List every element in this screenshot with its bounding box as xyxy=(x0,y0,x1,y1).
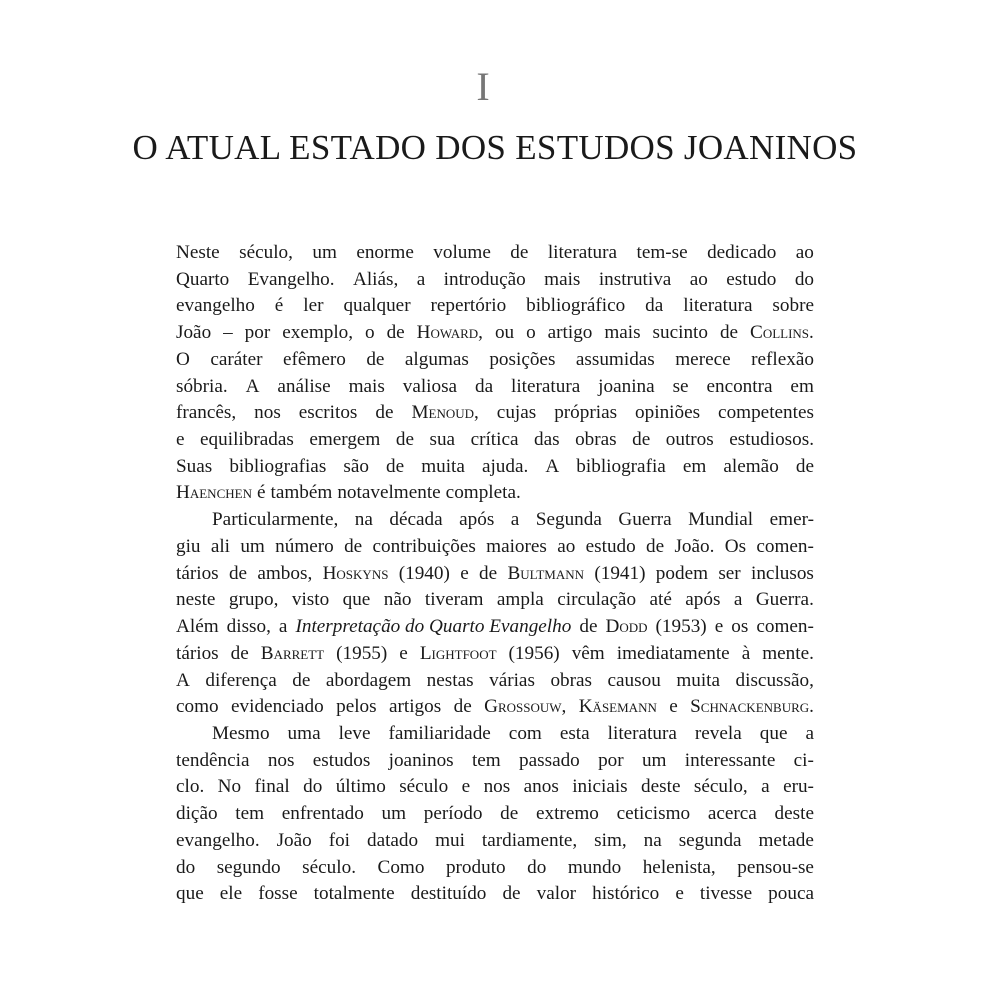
word: causou xyxy=(607,669,661,691)
word: instrutiva xyxy=(598,268,672,290)
word: e xyxy=(675,883,684,905)
word: tardiamente, xyxy=(481,829,578,851)
word: (1956) xyxy=(508,642,560,664)
word: sóbria. xyxy=(176,375,228,397)
word: em xyxy=(790,375,814,397)
word: muita xyxy=(421,455,465,477)
text-line xyxy=(176,240,814,267)
word: século xyxy=(399,776,449,798)
paragraph xyxy=(176,721,814,908)
word: último xyxy=(335,776,386,798)
word: próprias xyxy=(554,402,618,424)
text-line xyxy=(176,694,814,721)
word: emer- xyxy=(769,509,814,531)
word: Evangelho. xyxy=(247,268,335,290)
word: pensou-se xyxy=(737,856,814,878)
word: extremo xyxy=(535,803,599,825)
word: joaninos xyxy=(388,749,454,771)
word: Hoskyns xyxy=(322,562,389,584)
word: de xyxy=(479,562,498,584)
word: das xyxy=(534,429,560,451)
word: totalmente xyxy=(313,883,395,905)
word: do xyxy=(794,268,814,290)
word: os xyxy=(731,616,749,638)
word: final xyxy=(254,776,290,798)
word: obras xyxy=(550,669,592,691)
word: a xyxy=(278,616,288,638)
word: vêm xyxy=(571,642,605,664)
word: escritos xyxy=(298,402,358,424)
word: João xyxy=(276,829,312,851)
word: anos xyxy=(523,776,559,798)
word: de xyxy=(579,616,598,638)
word: a xyxy=(733,589,743,611)
word: pouca xyxy=(768,883,814,905)
word: e xyxy=(176,429,185,451)
word: ao xyxy=(689,268,708,290)
word: literatura xyxy=(607,722,677,744)
word: revela xyxy=(694,722,742,744)
text-line xyxy=(176,347,814,374)
word: volume xyxy=(433,242,491,263)
word: diferença xyxy=(205,669,277,691)
word: Particularmente, xyxy=(212,509,339,531)
text-line xyxy=(176,881,814,908)
word: ao xyxy=(795,242,814,263)
word: maiores xyxy=(486,535,547,557)
word: mundo xyxy=(567,856,622,878)
word: dedicado xyxy=(707,242,777,263)
word: um xyxy=(381,803,407,825)
text-line xyxy=(176,480,814,507)
word: outros xyxy=(665,429,714,451)
word: na xyxy=(354,509,373,531)
word: giu xyxy=(176,535,201,557)
word: ajuda. xyxy=(481,455,529,477)
word: Neste xyxy=(176,242,220,263)
word: bibliográfico xyxy=(526,295,626,317)
word: várias xyxy=(489,669,535,691)
text-line xyxy=(176,828,814,855)
word: Bultmann xyxy=(507,562,585,584)
word: de xyxy=(386,455,405,477)
text-line xyxy=(176,587,814,614)
word: Collins. xyxy=(750,322,814,344)
word: tem-se xyxy=(636,242,688,263)
word: Grossouw, xyxy=(484,696,567,718)
word: dição xyxy=(176,803,218,825)
text-line xyxy=(176,427,814,454)
text-line xyxy=(176,507,814,534)
word: ser xyxy=(718,562,741,584)
word: com xyxy=(508,722,542,744)
word: ou xyxy=(494,322,515,344)
word: evidenciado xyxy=(231,696,324,718)
word: Interpretação do Quarto Evangelho xyxy=(295,616,572,638)
word: metade xyxy=(758,829,814,851)
word: obras xyxy=(575,429,617,451)
word: tem xyxy=(471,749,501,771)
word: ele xyxy=(219,883,243,905)
word: tendência xyxy=(176,749,250,771)
word: Mesmo xyxy=(212,722,270,744)
word: por xyxy=(244,322,271,344)
word: Segunda xyxy=(535,509,602,531)
word: artigo xyxy=(547,322,593,344)
word: evangelho. xyxy=(176,829,260,851)
word: do xyxy=(527,856,547,878)
word: comen- xyxy=(756,616,814,638)
word: circulação xyxy=(557,589,637,611)
word: do xyxy=(176,856,196,878)
text-line xyxy=(176,668,814,695)
text-line xyxy=(176,267,814,294)
word: também xyxy=(270,482,333,504)
word: valor xyxy=(536,883,577,905)
word: fosse xyxy=(258,883,298,905)
word: Guerra. xyxy=(755,589,814,611)
word: de xyxy=(344,535,363,557)
word: ceticismo xyxy=(616,803,691,825)
word: sua xyxy=(429,429,456,451)
word: inclusos xyxy=(751,562,814,584)
word: a xyxy=(510,509,520,531)
paragraph xyxy=(176,507,814,721)
text-line xyxy=(176,641,814,668)
word: muita xyxy=(676,669,721,691)
word: reflexão xyxy=(751,348,814,370)
word: o xyxy=(526,322,536,344)
word: literatura xyxy=(547,242,618,263)
word: de xyxy=(795,455,814,477)
word: Howard, xyxy=(416,322,483,344)
word: e xyxy=(669,696,678,718)
word: que xyxy=(759,722,788,744)
word: de xyxy=(228,562,248,584)
word: de xyxy=(292,669,311,691)
word: No xyxy=(217,776,242,798)
text-line xyxy=(176,721,814,748)
word: familiaridade xyxy=(388,722,491,744)
word: sim, xyxy=(594,829,627,851)
word: de xyxy=(632,429,651,451)
word: qualquer xyxy=(343,295,411,317)
word: tiveram xyxy=(424,589,484,611)
word: como xyxy=(176,696,219,718)
word: século, xyxy=(239,242,293,263)
word: bibliografias xyxy=(229,455,327,477)
word: João. xyxy=(674,535,715,557)
word: evangelho xyxy=(176,295,255,317)
text-line xyxy=(176,534,814,561)
word: notavelmente xyxy=(337,482,441,504)
word: e xyxy=(461,776,471,798)
word: um xyxy=(312,242,337,263)
word: Lightfoot xyxy=(419,642,497,664)
word: que xyxy=(176,883,204,905)
word: bibliografia xyxy=(576,455,666,477)
word: não xyxy=(383,589,412,611)
text-line xyxy=(176,748,814,775)
word: até xyxy=(649,589,672,611)
word: da xyxy=(645,295,664,317)
word: são xyxy=(343,455,369,477)
word: de xyxy=(386,322,405,344)
word: A xyxy=(176,669,190,691)
word: crítica xyxy=(470,429,519,451)
word: século. xyxy=(302,856,356,878)
word: Schnackenburg. xyxy=(690,696,814,718)
word: deste xyxy=(641,776,681,798)
word: esta xyxy=(559,722,590,744)
word: literatura xyxy=(511,375,581,397)
word: de xyxy=(500,803,519,825)
body-text xyxy=(176,240,814,908)
word: de xyxy=(366,348,385,370)
word: cujas xyxy=(496,402,537,424)
word: a xyxy=(805,722,814,744)
word: de xyxy=(395,429,414,451)
word: joanina xyxy=(598,375,655,397)
word: mui xyxy=(435,829,465,851)
text-line xyxy=(176,855,814,882)
word: e xyxy=(714,616,724,638)
word: estudos xyxy=(312,749,371,771)
word: nos xyxy=(483,776,511,798)
word: e xyxy=(460,562,469,584)
word: mais xyxy=(544,268,581,290)
word: mais xyxy=(348,375,385,397)
word: literatura xyxy=(683,295,753,317)
word: o xyxy=(365,322,375,344)
word: ali xyxy=(210,535,231,557)
word: nestas xyxy=(426,669,474,691)
paragraph xyxy=(176,240,814,507)
word: tivesse xyxy=(699,883,753,905)
word: sucinto xyxy=(652,322,708,344)
word: nos xyxy=(254,402,281,424)
word: estudo xyxy=(726,268,777,290)
word: opiniões xyxy=(635,402,701,424)
word: clo. xyxy=(176,776,205,798)
text-line xyxy=(176,774,814,801)
word: interessante xyxy=(684,749,776,771)
word: Dodd xyxy=(605,616,648,638)
word: O xyxy=(176,348,190,370)
word: passado xyxy=(519,749,580,771)
word: década xyxy=(389,509,443,531)
word: que xyxy=(342,589,371,611)
word: se xyxy=(672,375,689,397)
word: A xyxy=(245,375,260,397)
word: tários xyxy=(176,562,219,584)
word: à xyxy=(741,642,751,664)
word: da xyxy=(474,375,494,397)
word: de xyxy=(375,402,394,424)
word: emergem xyxy=(309,429,381,451)
word: alemão xyxy=(723,455,779,477)
word: estudo xyxy=(585,535,636,557)
word: assumidas xyxy=(575,348,655,370)
word: visto xyxy=(291,589,330,611)
word: equilibradas xyxy=(200,429,294,451)
word: ler xyxy=(303,295,324,317)
word: deste xyxy=(774,803,814,825)
word: João xyxy=(176,322,212,344)
word: de xyxy=(510,242,529,263)
word: uma xyxy=(287,722,321,744)
word: merece xyxy=(675,348,731,370)
word: comen- xyxy=(756,535,814,557)
word: século, xyxy=(693,776,748,798)
word: a xyxy=(761,776,770,798)
word: Menoud, xyxy=(411,402,479,424)
word: algumas xyxy=(404,348,469,370)
word: análise xyxy=(277,375,331,397)
word: valiosa xyxy=(402,375,458,397)
word: ambos, xyxy=(257,562,313,584)
word: disso, xyxy=(226,616,271,638)
word: neste xyxy=(176,589,216,611)
word: nos xyxy=(267,749,295,771)
word: grupo, xyxy=(228,589,279,611)
word: segundo xyxy=(216,856,281,878)
word: artigos xyxy=(388,696,442,718)
text-line xyxy=(176,293,814,320)
word: eru- xyxy=(783,776,814,798)
word: A xyxy=(545,455,560,477)
word: abordagem xyxy=(325,669,412,691)
word: enorme xyxy=(356,242,414,263)
word: é xyxy=(256,482,266,504)
chapter-number: I xyxy=(476,64,490,109)
word: segunda xyxy=(678,829,742,851)
word: Como xyxy=(377,856,425,878)
word: efêmero xyxy=(282,348,346,370)
word: e xyxy=(399,642,408,664)
word: Barrett xyxy=(260,642,325,664)
word: (1955) xyxy=(336,642,388,664)
word: helenista, xyxy=(642,856,716,878)
text-line xyxy=(176,561,814,588)
word: de xyxy=(453,696,472,718)
word: Haenchen xyxy=(176,482,252,504)
word: de xyxy=(646,535,665,557)
text-line xyxy=(176,614,814,641)
word: datado xyxy=(366,829,419,851)
word: sobre xyxy=(772,295,814,317)
word: tários xyxy=(176,642,219,664)
word: – xyxy=(223,322,233,344)
word: após xyxy=(459,509,495,531)
word: por xyxy=(598,749,624,771)
word: mais xyxy=(604,322,641,344)
word: imediatamente xyxy=(616,642,730,664)
word: repertório xyxy=(430,295,507,317)
text-line xyxy=(176,801,814,828)
word: um xyxy=(641,749,667,771)
word: enfrentado xyxy=(281,803,364,825)
word: um xyxy=(240,535,265,557)
word: ampla xyxy=(496,589,544,611)
word: podem xyxy=(655,562,709,584)
text-line xyxy=(176,400,814,427)
word: número xyxy=(275,535,334,557)
text-line xyxy=(176,320,814,347)
word: após xyxy=(685,589,721,611)
word: estudiosos. xyxy=(729,429,814,451)
word: mente. xyxy=(762,642,814,664)
word: foi xyxy=(328,829,351,851)
word: encontra xyxy=(706,375,773,397)
word: Os xyxy=(724,535,747,557)
word: destituído xyxy=(410,883,487,905)
word: leve xyxy=(338,722,371,744)
word: introdução xyxy=(443,268,526,290)
word: a xyxy=(416,268,426,290)
word: ao xyxy=(557,535,576,557)
word: produto xyxy=(445,856,506,878)
word: acerca xyxy=(707,803,757,825)
word: (1953) xyxy=(655,616,707,638)
word: competentes xyxy=(718,402,814,424)
word: na xyxy=(643,829,662,851)
word: completa. xyxy=(445,482,521,504)
word: Suas xyxy=(176,455,213,477)
word: (1940) xyxy=(398,562,450,584)
word: francês, xyxy=(176,402,237,424)
word: discussão, xyxy=(735,669,814,691)
word: histórico xyxy=(592,883,660,905)
word: tem xyxy=(235,803,265,825)
word: de xyxy=(719,322,739,344)
word: Além xyxy=(176,616,219,638)
word: contribuições xyxy=(372,535,476,557)
word: é xyxy=(274,295,284,317)
word: período xyxy=(423,803,483,825)
word: Mundial xyxy=(688,509,754,531)
word: exemplo, xyxy=(282,322,354,344)
word: caráter xyxy=(210,348,263,370)
word: Käsemann xyxy=(578,696,657,718)
word: do xyxy=(303,776,323,798)
word: Quarto xyxy=(176,268,230,290)
word: de xyxy=(502,883,521,905)
word: de xyxy=(230,642,249,664)
chapter-title: O ATUAL ESTADO DOS ESTUDOS JOANINOS xyxy=(132,128,858,167)
word: pelos xyxy=(336,696,377,718)
word: posições xyxy=(489,348,556,370)
word: Aliás, xyxy=(352,268,399,290)
word: (1941) xyxy=(594,562,646,584)
text-line xyxy=(176,374,814,401)
text-line xyxy=(176,454,814,481)
word: iniciais xyxy=(572,776,628,798)
word: em xyxy=(682,455,707,477)
word: ci- xyxy=(793,749,814,771)
word: Guerra xyxy=(618,509,672,531)
